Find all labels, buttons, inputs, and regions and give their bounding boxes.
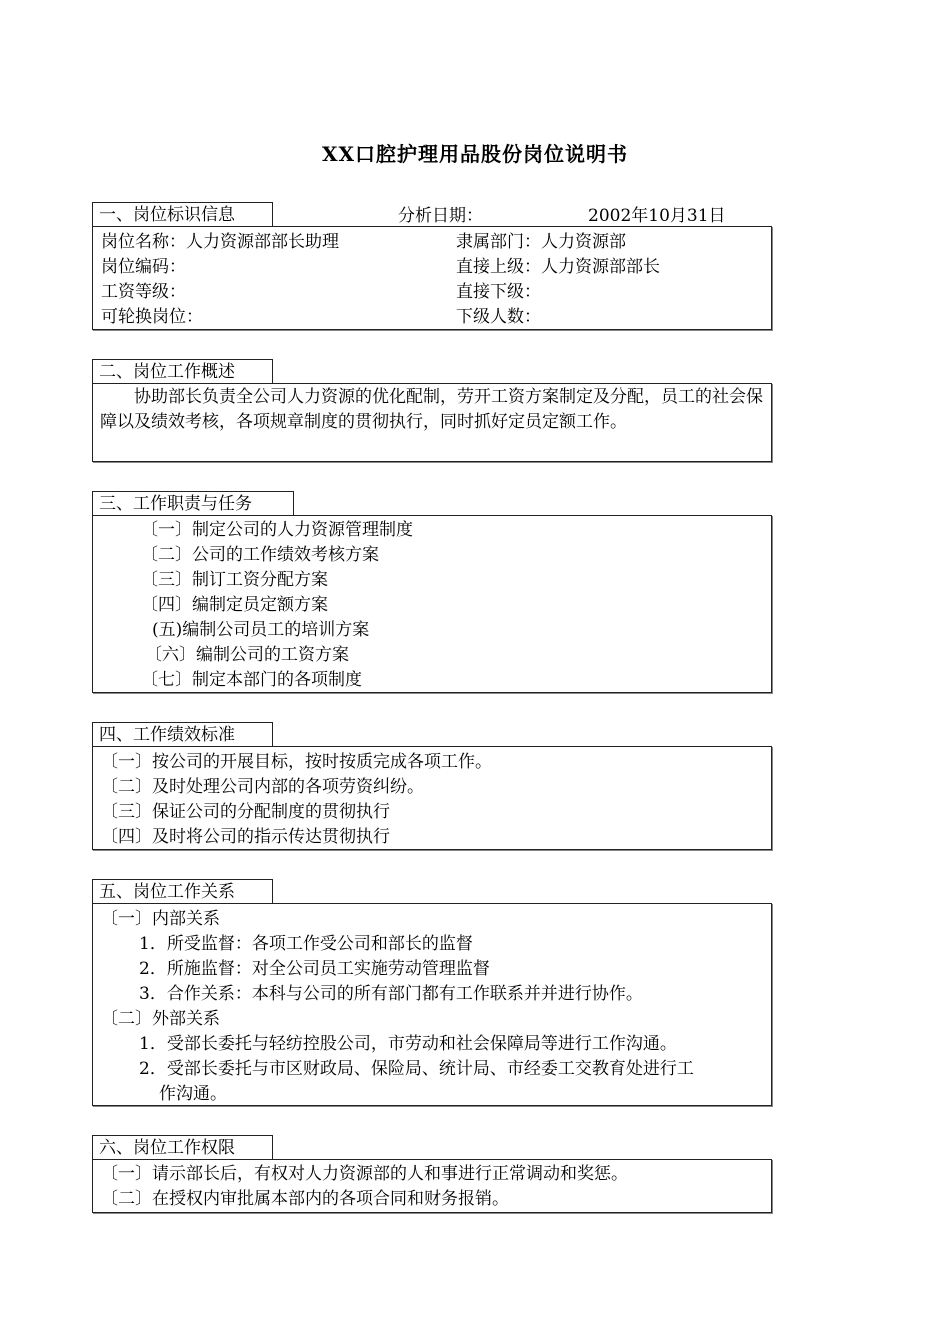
performance-item: 〔三〕保证公司的分配制度的贯彻执行 — [101, 802, 390, 822]
internal-relation-item: 3．合作关系：本科与公司的所有部门都有工作联系并并进行协作。 — [139, 984, 643, 1004]
duty-item: 〔三〕制订工资分配方案 — [141, 570, 328, 590]
duty-item: 〔一〕制定公司的人力资源管理制度 — [141, 520, 413, 540]
position-code: 岗位编码： — [101, 257, 186, 277]
performance-item: 〔一〕按公司的开展目标，按时按质完成各项工作。 — [101, 752, 492, 772]
performance-item: 〔二〕及时处理公司内部的各项劳资纠纷。 — [101, 777, 424, 797]
analysis-date-value: 2002年10月31日 — [588, 206, 726, 226]
internal-relation-item: 2．所施监督：对全公司员工实施劳动管理监督 — [139, 959, 490, 979]
subordinate-count: 下级人数： — [456, 307, 541, 327]
position-name: 岗位名称：人力资源部部长助理 — [101, 232, 339, 252]
salary-grade: 工资等级： — [101, 282, 186, 302]
analysis-date-label: 分析日期： — [398, 206, 483, 226]
section-4-header: 四、工作绩效标准 — [92, 722, 273, 746]
duty-item: 〔七〕制定本部门的各项制度 — [141, 670, 362, 690]
direct-subordinate: 直接下级： — [456, 282, 541, 302]
authority-item: 〔一〕请示部长后，有权对人力资源部的人和事进行正常调动和奖惩。 — [101, 1164, 628, 1184]
section-2-header: 二、岗位工作概述 — [92, 359, 273, 383]
section-6-header: 六、岗位工作权限 — [92, 1135, 273, 1159]
duty-item: 〔二〕公司的工作绩效考核方案 — [141, 545, 379, 565]
duty-item: 〔六〕编制公司的工资方案 — [145, 645, 349, 665]
authority-item: 〔二〕在授权内审批属本部内的各项合同和财务报销。 — [101, 1189, 509, 1209]
page-title: XX口腔护理用品股份岗位说明书 — [321, 142, 629, 166]
section-1-header: 一、岗位标识信息 — [92, 202, 273, 226]
internal-relation-item: 1．所受监督：各项工作受公司和部长的监督 — [139, 934, 473, 954]
rotation-position: 可轮换岗位： — [101, 307, 203, 327]
performance-item: 〔四〕及时将公司的指示传达贯彻执行 — [101, 827, 390, 847]
internal-relations-heading: 〔一〕内部关系 — [101, 909, 220, 929]
external-relation-item: 2．受部长委托与市区财政局、保险局、统计局、市经委工交教育处进行工 — [139, 1059, 694, 1079]
external-relation-item-continued: 作沟通。 — [159, 1084, 227, 1104]
duty-item: (五)编制公司员工的培训方案 — [152, 620, 370, 640]
external-relation-item: 1．受部长委托与轻纺控股公司，市劳动和社会保障局等进行工作沟通。 — [139, 1034, 677, 1054]
section-3-header: 三、工作职责与任务 — [92, 491, 294, 515]
section-5-header: 五、岗位工作关系 — [92, 879, 273, 903]
direct-superior: 直接上级：人力资源部部长 — [456, 257, 660, 277]
duty-item: 〔四〕编制定员定额方案 — [141, 595, 328, 615]
external-relations-heading: 〔二〕外部关系 — [101, 1009, 220, 1029]
department: 隶属部门：人力资源部 — [456, 232, 626, 252]
job-summary-text: 协助部长负责全公司人力资源的优化配制，劳开工资方案制定及分配，员工的社会保障以及绩效考核，各项规章制度的贯彻执行，同时抓好定员定额工作。 — [100, 387, 763, 432]
